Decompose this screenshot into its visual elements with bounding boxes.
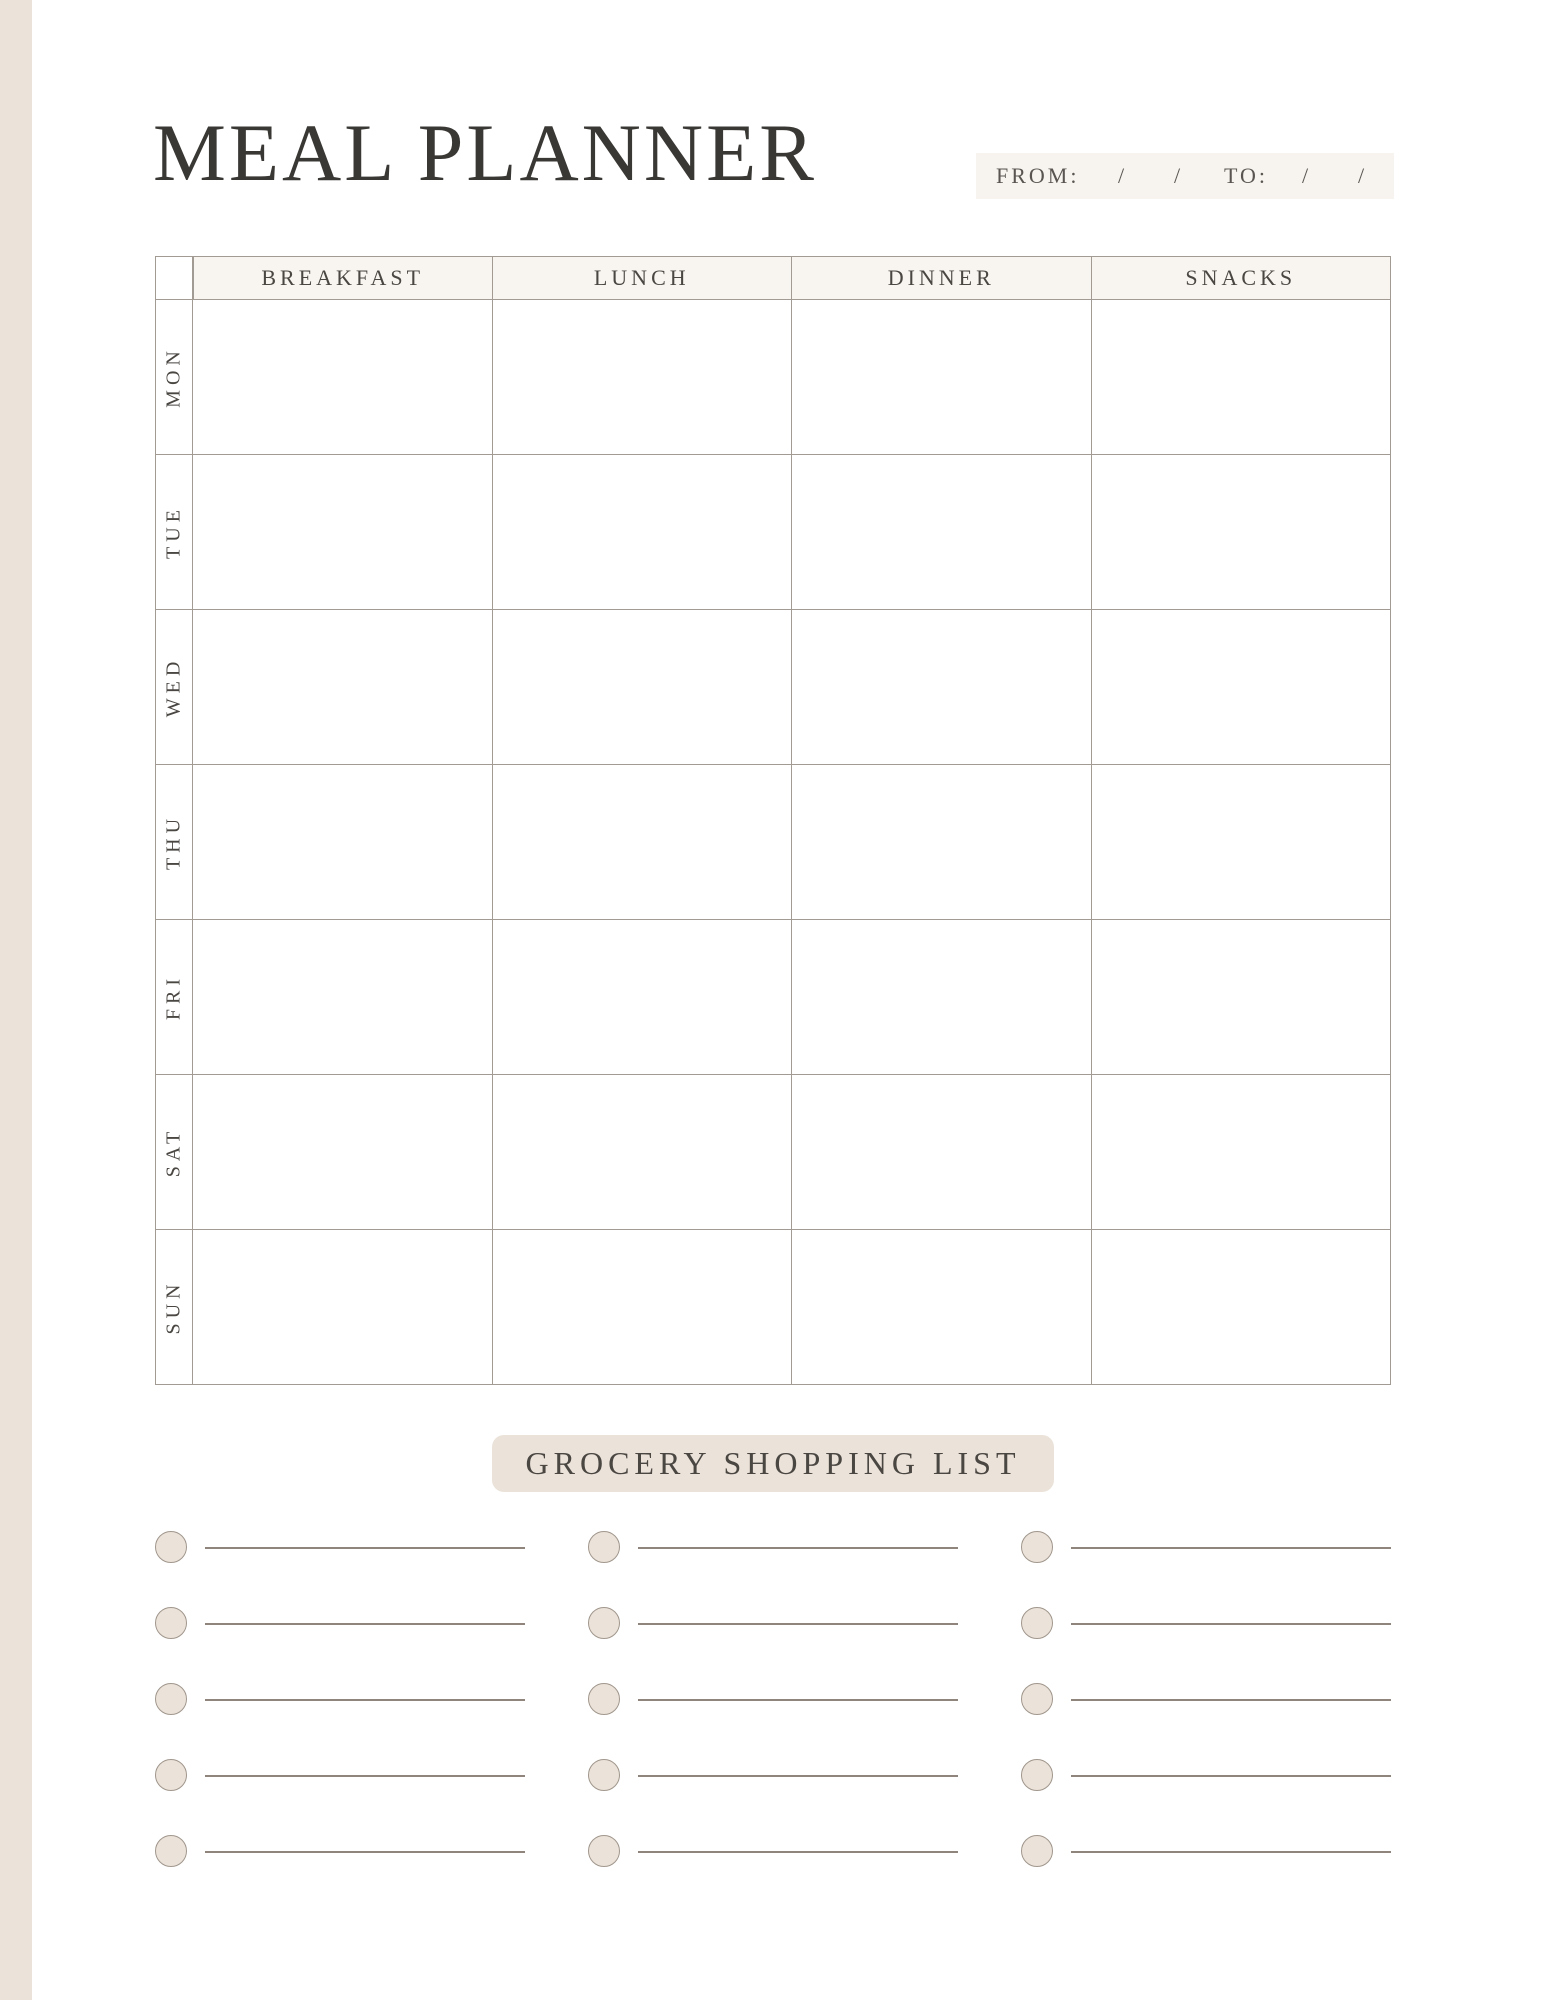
grocery-checkbox[interactable]: [155, 1607, 187, 1639]
grocery-write-line[interactable]: [205, 1547, 525, 1549]
grocery-item: [155, 1607, 527, 1643]
grocery-write-line[interactable]: [1071, 1699, 1391, 1701]
day-row-sat: [155, 1074, 193, 1230]
date-range-box: [976, 153, 1394, 199]
grocery-write-line[interactable]: [1071, 1623, 1391, 1625]
to-date-separator-1: /: [1302, 163, 1312, 188]
grocery-list-heading: GROCERY SHOPPING LIST: [492, 1435, 1054, 1492]
day-row-wed: [155, 609, 193, 765]
meal-cell-wed-lunch[interactable]: [492, 609, 793, 765]
meal-cell-fri-lunch[interactable]: [492, 919, 793, 1075]
page-title: MEAL PLANNER: [153, 107, 817, 198]
meal-cell-thu-dinner[interactable]: [791, 764, 1092, 920]
from-date-separator-1: /: [1118, 163, 1128, 188]
grocery-item: [1021, 1759, 1393, 1795]
day-row-tue: [155, 454, 193, 610]
grocery-checkbox[interactable]: [588, 1607, 620, 1639]
grocery-item: [155, 1683, 527, 1719]
grocery-checkbox[interactable]: [155, 1835, 187, 1867]
grocery-checkbox[interactable]: [155, 1759, 187, 1791]
grocery-write-line[interactable]: [1071, 1547, 1391, 1549]
meal-cell-tue-lunch[interactable]: [492, 454, 793, 610]
meal-cell-fri-breakfast[interactable]: [192, 919, 493, 1075]
meal-cell-wed-snacks[interactable]: [1091, 609, 1392, 765]
day-label-sun: SUN: [162, 1279, 185, 1335]
grocery-write-line[interactable]: [1071, 1775, 1391, 1777]
meal-planner-grid: [155, 256, 1391, 1386]
grocery-write-line[interactable]: [205, 1775, 525, 1777]
meal-cell-fri-snacks[interactable]: [1091, 919, 1392, 1075]
grocery-write-line[interactable]: [638, 1623, 958, 1625]
grocery-item: [588, 1683, 960, 1719]
meal-cell-mon-dinner[interactable]: [791, 299, 1092, 455]
meal-cell-sat-lunch[interactable]: [492, 1074, 793, 1230]
meal-cell-sat-breakfast[interactable]: [192, 1074, 493, 1230]
meal-cell-wed-breakfast[interactable]: [192, 609, 493, 765]
grocery-item: [155, 1835, 527, 1871]
day-row-mon: [155, 299, 193, 455]
meal-cell-sun-dinner[interactable]: [791, 1229, 1092, 1385]
from-date-separator-2: /: [1174, 163, 1184, 188]
meal-cell-wed-dinner[interactable]: [791, 609, 1092, 765]
day-label-thu: THU: [162, 813, 185, 871]
day-row-thu: [155, 764, 193, 920]
grocery-item: [1021, 1835, 1393, 1871]
meal-cell-mon-breakfast[interactable]: [192, 299, 493, 455]
grocery-item: [588, 1607, 960, 1643]
meal-cell-sun-breakfast[interactable]: [192, 1229, 493, 1385]
day-label-wed: WED: [162, 656, 185, 718]
day-row-sun: [155, 1229, 193, 1385]
meal-cell-mon-lunch[interactable]: [492, 299, 793, 455]
grocery-write-line[interactable]: [638, 1775, 958, 1777]
from-label: FROM:: [996, 163, 1080, 188]
to-label: TO:: [1224, 163, 1269, 188]
grocery-checkbox[interactable]: [588, 1759, 620, 1791]
grocery-write-line[interactable]: [205, 1623, 525, 1625]
grocery-write-line[interactable]: [638, 1547, 958, 1549]
meal-cell-thu-snacks[interactable]: [1091, 764, 1392, 920]
day-row-fri: [155, 919, 193, 1075]
grocery-checkbox[interactable]: [1021, 1531, 1053, 1563]
grocery-item: [588, 1759, 960, 1795]
meal-header-snacks: SNACKS: [1091, 256, 1392, 300]
grocery-checkbox[interactable]: [1021, 1759, 1053, 1791]
grocery-checkbox[interactable]: [588, 1683, 620, 1715]
grocery-item: [155, 1531, 527, 1567]
grocery-item: [588, 1835, 960, 1871]
grocery-item: [1021, 1531, 1393, 1567]
grocery-checkbox[interactable]: [155, 1531, 187, 1563]
grocery-checkbox[interactable]: [588, 1835, 620, 1867]
grocery-write-line[interactable]: [638, 1699, 958, 1701]
grocery-write-line[interactable]: [205, 1851, 525, 1853]
meal-cell-tue-dinner[interactable]: [791, 454, 1092, 610]
meal-cell-thu-lunch[interactable]: [492, 764, 793, 920]
grocery-item: [1021, 1683, 1393, 1719]
meal-cell-tue-breakfast[interactable]: [192, 454, 493, 610]
meal-cell-sun-lunch[interactable]: [492, 1229, 793, 1385]
day-label-mon: MON: [162, 346, 185, 408]
grocery-checkbox[interactable]: [155, 1683, 187, 1715]
day-label-fri: FRI: [162, 973, 185, 1021]
grocery-write-line[interactable]: [205, 1699, 525, 1701]
grocery-checkbox[interactable]: [1021, 1607, 1053, 1639]
meal-cell-sat-snacks[interactable]: [1091, 1074, 1392, 1230]
meal-cell-mon-snacks[interactable]: [1091, 299, 1392, 455]
to-date-separator-2: /: [1358, 163, 1368, 188]
meal-cell-sun-snacks[interactable]: [1091, 1229, 1392, 1385]
decorative-side-band: [0, 0, 32, 2000]
grocery-write-line[interactable]: [1071, 1851, 1391, 1853]
meal-header-lunch: LUNCH: [492, 256, 793, 300]
grocery-checkbox[interactable]: [1021, 1683, 1053, 1715]
grocery-write-line[interactable]: [638, 1851, 958, 1853]
grocery-item: [155, 1759, 527, 1795]
meal-header-breakfast: BREAKFAST: [193, 256, 493, 300]
grid-corner-cell: [155, 256, 193, 300]
meal-cell-sat-dinner[interactable]: [791, 1074, 1092, 1230]
meal-header-dinner: DINNER: [791, 256, 1092, 300]
day-label-tue: TUE: [162, 505, 185, 559]
grocery-item: [1021, 1607, 1393, 1643]
grocery-item: [588, 1531, 960, 1567]
meal-cell-tue-snacks[interactable]: [1091, 454, 1392, 610]
meal-cell-fri-dinner[interactable]: [791, 919, 1092, 1075]
meal-cell-thu-breakfast[interactable]: [192, 764, 493, 920]
grocery-checkbox[interactable]: [588, 1531, 620, 1563]
grocery-checkbox[interactable]: [1021, 1835, 1053, 1867]
day-label-sat: SAT: [162, 1126, 185, 1178]
